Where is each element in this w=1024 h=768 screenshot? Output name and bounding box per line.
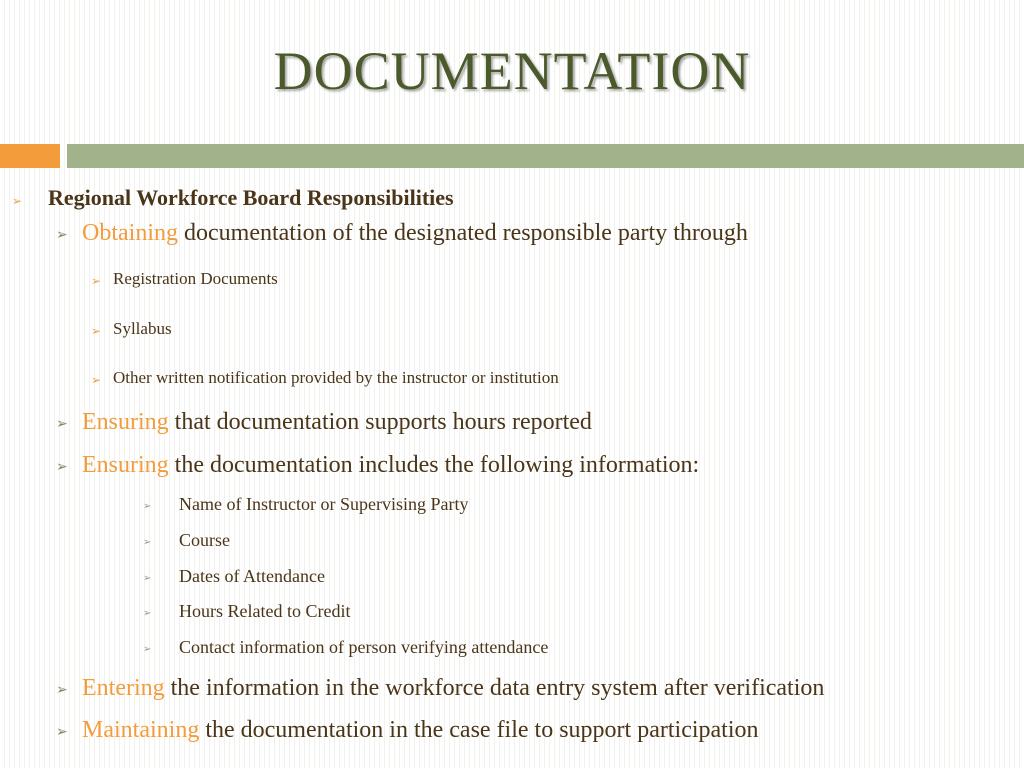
item-keyword: Entering bbox=[82, 675, 165, 701]
item-text: the information in the workforce data entry system after verification bbox=[164, 675, 825, 701]
item-text: that documentation supports hours reported bbox=[168, 409, 592, 435]
subitem-contact-information: Contact information of person verifying attendance bbox=[179, 637, 549, 657]
bullet-arrow-icon: ➢ bbox=[143, 573, 152, 584]
section-heading: Regional Workforce Board Responsibilities bbox=[48, 185, 454, 210]
bullet-arrow-icon: ➢ bbox=[143, 501, 152, 512]
bullet-arrow-icon: ➢ bbox=[143, 608, 152, 619]
bullet-arrow-icon: ➢ bbox=[56, 460, 68, 475]
bullet-arrow-icon: ➢ bbox=[12, 194, 23, 208]
bullet-arrow-icon: ➢ bbox=[91, 274, 102, 288]
subitem-syllabus: Syllabus bbox=[113, 319, 172, 338]
item-text: the documentation includes the following information: bbox=[168, 452, 700, 478]
orange-accent-bar bbox=[0, 144, 60, 168]
bullet-arrow-icon: ➢ bbox=[91, 373, 102, 387]
subitem-registration-documents: Registration Documents bbox=[113, 269, 278, 288]
subitem-other-written-notification: Other written notification provided by the instructor or institution bbox=[113, 368, 559, 387]
subitem-hours-related-to-credit: Hours Related to Credit bbox=[179, 601, 351, 621]
green-accent-bar bbox=[67, 144, 1024, 168]
bullet-arrow-icon: ➢ bbox=[143, 537, 152, 548]
list-item-entering bbox=[82, 675, 824, 702]
item-keyword: Ensuring bbox=[82, 452, 169, 478]
slide-title: DOCUMENTATION bbox=[273, 41, 751, 101]
bullet-arrow-icon: ➢ bbox=[56, 417, 68, 432]
subitem-dates-of-attendance: Dates of Attendance bbox=[179, 566, 325, 586]
item-text: the documentation in the case file to support participation bbox=[199, 717, 759, 743]
list-item-ensuring-information bbox=[82, 452, 699, 479]
bullet-arrow-icon: ➢ bbox=[91, 324, 102, 338]
subitem-name-of-instructor: Name of Instructor or Supervising Party bbox=[179, 494, 469, 514]
bullet-arrow-icon: ➢ bbox=[56, 725, 68, 740]
list-item-maintaining bbox=[82, 717, 759, 744]
bullet-arrow-icon: ➢ bbox=[56, 683, 68, 698]
bullet-arrow-icon: ➢ bbox=[143, 644, 152, 655]
item-keyword: Ensuring bbox=[82, 409, 169, 435]
item-text: documentation of the designated responsible party through bbox=[178, 220, 748, 246]
item-keyword: Maintaining bbox=[82, 717, 200, 743]
item-keyword: Obtaining bbox=[82, 220, 178, 246]
list-item-ensuring-hours bbox=[82, 409, 592, 436]
subitem-course: Course bbox=[179, 530, 230, 550]
list-item-obtaining bbox=[82, 220, 748, 247]
bullet-arrow-icon: ➢ bbox=[56, 228, 68, 243]
